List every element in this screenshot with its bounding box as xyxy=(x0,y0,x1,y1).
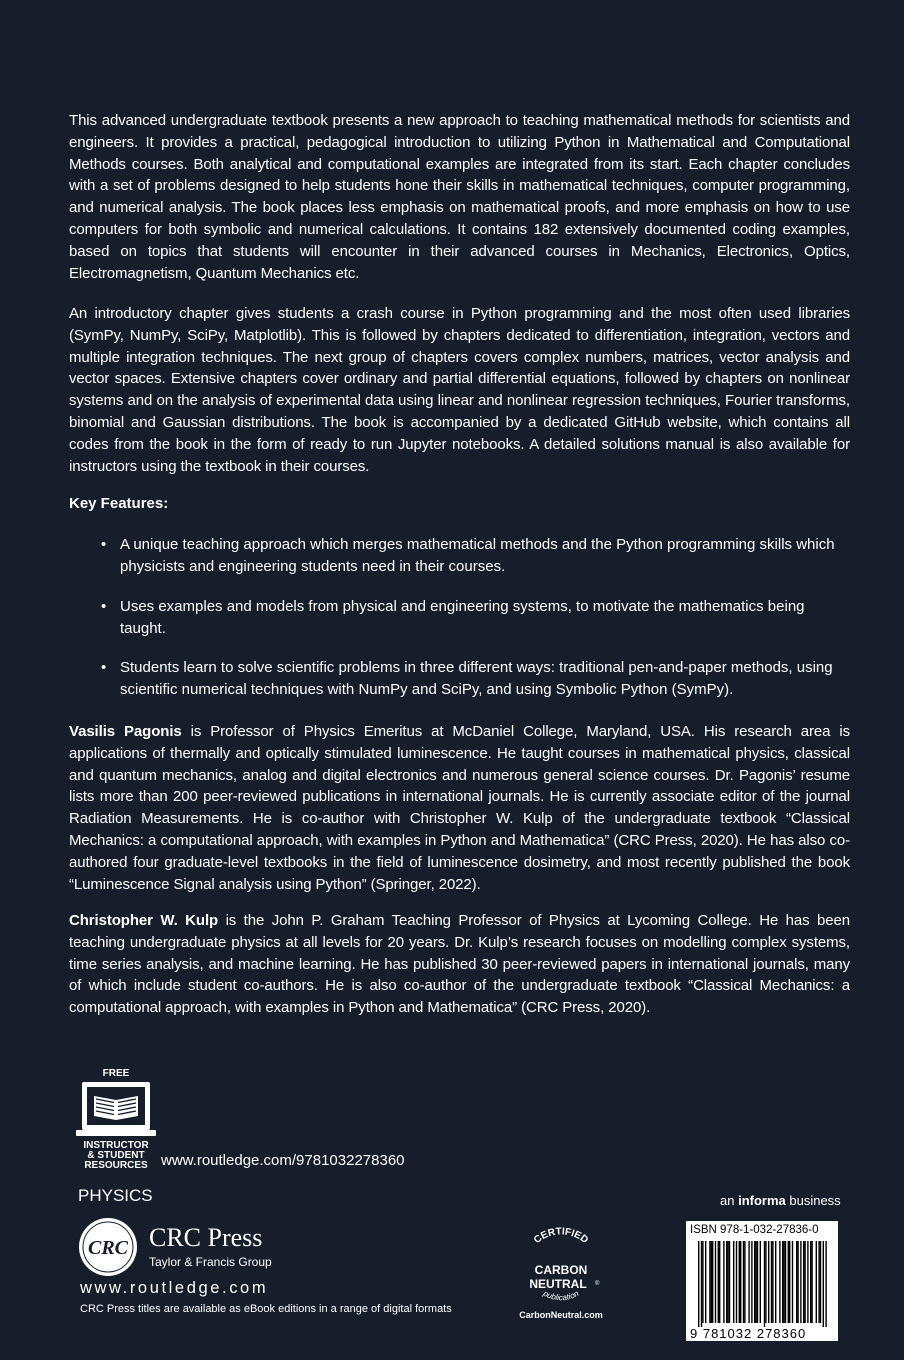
carbon-title-line1: CARBON xyxy=(534,1263,588,1277)
list-item xyxy=(69,596,850,640)
barcode-bar xyxy=(765,1241,766,1323)
intro-paragraph-2: An introductory chapter gives students a crash course in Python programming and the most often used libraries (SymPy, NumPy, SciPy, Matplotlib). This is followed by chapters dedicated to differentiation, integration, vectors and multiple integration techniques. The next group of chapters covers complex numbers, matrices, vector analysis and vector spaces. Extensive chapters cover ordinary and partial differential equations, followed by chapters on nonlinear systems and on the analysis of experimental data using linear and nonlinear regression techniques, Fourier transforms, binomial and Gaussian distributions. The book is accompanied by a dedicated GitHub website, which contains all codes from the book in the form of ready to run Jupyter notebooks. A detailed solutions manual is also available for instructors using the textbook in their courses. xyxy=(69,305,850,475)
author-name: Christopher W. Kulp xyxy=(69,912,219,929)
barcode-bar xyxy=(698,1241,699,1327)
barcode-bar xyxy=(755,1241,756,1323)
barcode-bar xyxy=(771,1241,772,1323)
fir-free-label: FREE xyxy=(102,1068,130,1079)
carbon-url: CarbonNeutral.com xyxy=(519,1310,603,1320)
barcode-bar xyxy=(723,1241,724,1323)
barcode-bar xyxy=(712,1241,713,1323)
barcode-bar xyxy=(792,1241,793,1323)
publisher-name: CRC Press xyxy=(149,1223,263,1252)
barcode-bar xyxy=(744,1241,745,1323)
carbon-title-line2: NEUTRAL xyxy=(529,1277,587,1291)
barcode-bar xyxy=(715,1241,716,1323)
publisher-url[interactable]: www.routledge.com xyxy=(80,1279,269,1297)
barcode-bar xyxy=(772,1241,773,1323)
carbon-neutral-badge xyxy=(508,1222,614,1322)
barcode-bar xyxy=(818,1241,819,1323)
bullet-icon: • xyxy=(101,598,107,615)
barcode-bar xyxy=(768,1241,769,1323)
barcode-bar xyxy=(785,1241,786,1323)
laptop-book-icon xyxy=(76,1080,156,1140)
barcode-bar xyxy=(748,1241,749,1323)
resource-url[interactable]: www.routledge.com/9781032278360 xyxy=(161,1152,405,1169)
barcode-bar xyxy=(718,1241,719,1323)
barcode-bar xyxy=(727,1241,728,1323)
barcode-bar xyxy=(800,1241,801,1323)
fir-label-line2: & STUDENT xyxy=(87,1150,145,1161)
barcode-bar xyxy=(754,1241,755,1323)
barcode-bar xyxy=(709,1241,710,1323)
barcode-bar xyxy=(701,1241,702,1327)
list-item xyxy=(69,657,850,701)
barcode-bar xyxy=(820,1241,821,1323)
barcode-bars xyxy=(686,1221,838,1341)
barcode-bar xyxy=(789,1241,790,1323)
barcode-bar xyxy=(797,1241,798,1323)
feature-text: A unique teaching approach which merges mathematical methods and the Python programming skills which physicists and engineering students need in their courses. xyxy=(120,536,835,575)
publisher-group: Taylor & Francis Group xyxy=(149,1255,272,1269)
barcode-bar xyxy=(757,1241,758,1323)
intro-paragraph-1: This advanced undergraduate textbook presents a new approach to teaching mathematical methods for scientists and engineers. It provides a practical, pedagogical introduction to utilizing Python in Mathematical and Computational Methods courses. Both analytical and computational examples are integrated from its start. Each chapter concludes with a set of problems designed to help students hone their skills in mathematical techniques, computer programming, and numerical analysis. The book places less emphasis on mathematical proofs, and more emphasis on how to use computers for both symbolic and numerical calculations. It contains 182 extensively documented coding examples, based on topics that students will encounter in their advanced courses in Mechanics, Electronics, Optics, Electromagnetism, Quantum Mechanics etc. xyxy=(69,112,850,282)
author-name: Vasilis Pagonis xyxy=(69,723,182,740)
barcode-bar xyxy=(743,1241,744,1323)
barcode-bar xyxy=(788,1241,789,1323)
barcode-bar xyxy=(711,1241,712,1323)
fir-label-line3: RESOURCES xyxy=(84,1160,148,1171)
barcode-bar xyxy=(736,1241,737,1323)
author-bio-text: is the John P. Graham Teaching Professor of Physics at Lycoming College. He has been teaching undergraduate physics at all levels for 20 years. Dr. Kulp’s research focuses on modelling complex systems, time series analysis, and machine learning. He has published 30 peer-reviewed papers in international journals, many of which include student co-authors. He is also co-author of the undergraduate textbook “Classical Mechanics: a computational approach, with examples in Python and Mathematica” (CRC Press, 2020). xyxy=(69,912,850,1017)
author-bio-text: is Professor of Physics Emeritus at McDaniel College, Maryland, USA. His research area is applications of thermally and optically stimulated luminescence. He taught courses in mathematical physics, classical and quantum mechanics, analog and digital electronics and numerous general science courses. Dr. Pagonis’ resume lists more than 200 peer-reviewed publications in international journals. He is currently associate editor of the journal Radiation Measurements. He is co-author with Christopher W. Kulp of the undergraduate textbook “Classical Mechanics: a computational approach, with examples in Python and Mathematica” (CRC Press, 2020). He has also co-authored four graduate-level textbooks in the field of luminescence dosimetry, and most recently published the book “Luminescence Signal analysis using Python” (Springer, 2022). xyxy=(69,723,850,893)
barcode-bar xyxy=(702,1241,703,1323)
barcode-bar xyxy=(729,1241,730,1323)
fir-label-line1: INSTRUCTOR xyxy=(83,1140,149,1151)
barcode-bar xyxy=(705,1241,706,1323)
barcode-bar xyxy=(811,1241,812,1323)
barcode-bar xyxy=(733,1241,734,1323)
author-bio-pagonis xyxy=(69,721,850,895)
barcode-bar xyxy=(804,1241,805,1323)
barcode-bar xyxy=(816,1241,817,1323)
carbon-registered-mark: ® xyxy=(595,1281,600,1287)
barcode-bar xyxy=(739,1241,740,1323)
barcode-bar xyxy=(726,1241,727,1323)
barcode-bar xyxy=(796,1241,797,1323)
list-item xyxy=(69,534,850,578)
barcode-bar xyxy=(825,1241,826,1327)
author-bio-kulp xyxy=(69,910,850,1019)
ebook-note: CRC Press titles are available as eBook editions in a range of digital formats xyxy=(80,1303,452,1315)
barcode-bar xyxy=(803,1241,804,1323)
informa-business-label: an informa business xyxy=(720,1193,841,1208)
barcode-bar xyxy=(810,1241,811,1323)
barcode-digits: 9 781032 278360 xyxy=(690,1326,807,1341)
feature-text: Students learn to solve scientific problems in three different ways: traditional pen-and-paper methods, using scientific numerical techniques with NumPy and SciPy, and using Symbolic Python (SymPy). xyxy=(120,659,833,698)
crc-logo-text: CRC xyxy=(87,1237,129,1259)
barcode-bar xyxy=(719,1241,720,1323)
carbon-certified-text: CERTIFIED xyxy=(531,1226,591,1247)
key-features-heading: Key Features: xyxy=(69,495,169,512)
barcode-bar xyxy=(764,1241,765,1327)
isbn-label: ISBN 978-1-032-27836-0 xyxy=(690,1224,819,1236)
bullet-icon: • xyxy=(101,659,107,676)
bullet-icon: • xyxy=(101,536,107,553)
carbon-publication-text: publication xyxy=(541,1288,581,1303)
feature-text: Uses examples and models from physical and engineering systems, to motivate the mathematics being taught. xyxy=(120,598,805,637)
barcode-bar xyxy=(783,1241,784,1323)
barcode-bar xyxy=(775,1241,776,1323)
barcode-bar xyxy=(782,1241,783,1323)
free-instructor-resources-logo xyxy=(76,1067,156,1171)
barcode-bar xyxy=(823,1241,824,1327)
barcode-bar xyxy=(807,1241,808,1323)
barcode-bar xyxy=(751,1241,752,1323)
isbn-barcode xyxy=(686,1221,838,1341)
barcode-bar xyxy=(740,1241,741,1323)
subject-label: PHYSICS xyxy=(78,1186,153,1205)
barcode-bar xyxy=(760,1241,761,1323)
crc-press-logo xyxy=(78,1217,138,1277)
barcode-bar xyxy=(779,1241,780,1323)
